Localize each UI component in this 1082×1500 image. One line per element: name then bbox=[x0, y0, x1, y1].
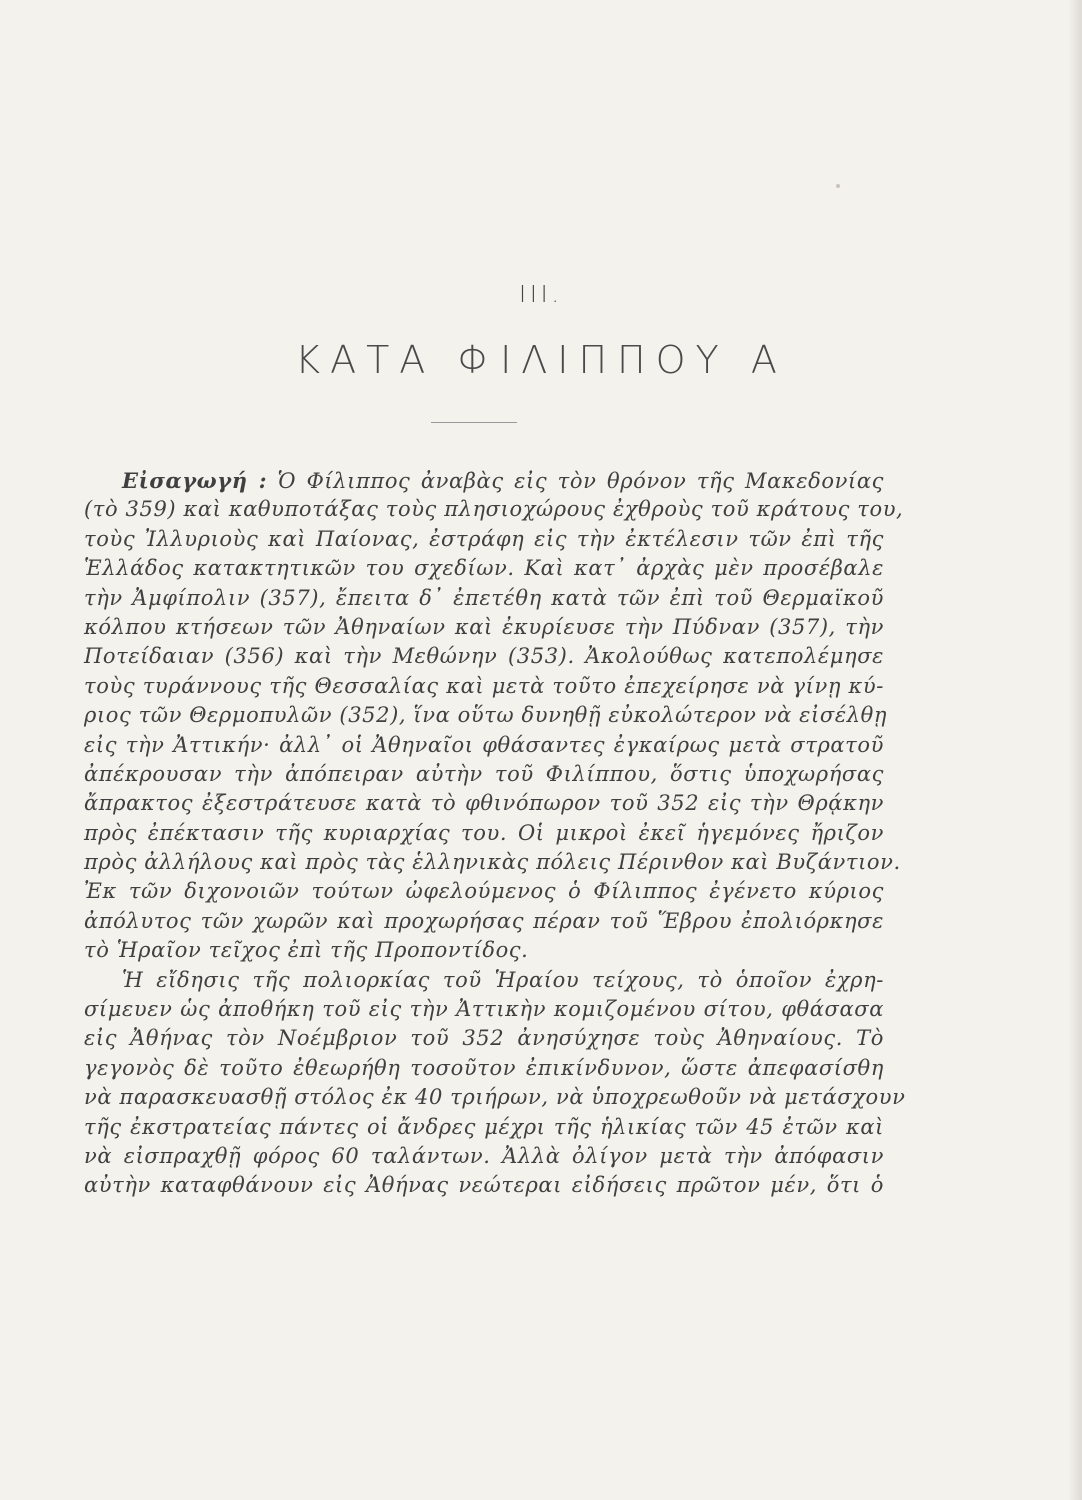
text-line: εἰς Ἀθήνας τὸν Νοέμβριον τοῦ 352 ἀνησύχησε τοὺς Ἀθηναίους. Τὸ bbox=[84, 1026, 884, 1051]
text-line: σίμευεν ὡς ἀποθήκη τοῦ εἰς τὴν Ἀττικὴν κομιζομένου σίτου, φθάσασα bbox=[84, 997, 884, 1022]
text-line: ἀπόλυτος τῶν χωρῶν καὶ προχωρήσας πέραν τοῦ Ἕβρου ἐπολιόρκησε bbox=[84, 908, 884, 933]
text-line: ἄπρακτος ἐξεστράτευσε κατὰ τὸ φθινόπωρον τοῦ 352 εἰς τὴν Θρᾴκην bbox=[84, 791, 884, 816]
text-line: τὴν Ἀμφίπολιν (357), ἔπειτα δ᾿ ἐπετέθη κατὰ τῶν ἐπὶ τοῦ Θερμαϊκοῦ bbox=[84, 585, 884, 610]
page-edge-shadow bbox=[1068, 0, 1082, 1500]
text-line: τῆς ἐκστρατείας πάντες οἱ ἄνδρες μέχρι τῆς ἡλικίας τῶν 45 ἐτῶν καὶ bbox=[84, 1114, 884, 1139]
text-line: Ἐκ τῶν διχονοιῶν τούτων ὠφελούμενος ὁ Φίλιππος ἐγένετο κύριος bbox=[84, 879, 884, 904]
text-line: ριος τῶν Θερμοπυλῶν (352), ἵνα οὕτω δυνηθῇ εὐκολώτερον νὰ εἰσέλθῃ bbox=[84, 703, 888, 728]
text-line: Ἑλλάδος κατακτητικῶν του σχεδίων. Καὶ κατ᾿ ἀρχὰς μὲν προσέβαλε bbox=[84, 556, 884, 581]
text-line: τοὺς Ἰλλυριοὺς καὶ Παίονας, ἐστράφη εἰς τὴν ἐκτέλεσιν τῶν ἐπὶ τῆς bbox=[84, 526, 884, 551]
text-line: νὰ παρασκευασθῇ στόλος ἐκ 40 τριήρων, νὰ ὑποχρεωθοῦν νὰ μετάσχουν bbox=[84, 1085, 906, 1110]
text-line: τοὺς τυράννους τῆς Θεσσαλίας καὶ μετὰ τοῦτο ἐπεχείρησε νὰ γίνῃ κύ- bbox=[84, 673, 884, 698]
text-line: γεγονὸς δὲ τοῦτο ἐθεωρήθη τοσοῦτον ἐπικίνδυνον, ὥστε ἀπεφασίσθη bbox=[84, 1055, 884, 1080]
text-line: πρὸς ἀλλήλους καὶ πρὸς τὰς ἑλληνικὰς πόλεις Πέρινθον καὶ Βυζάντιον. bbox=[84, 850, 901, 875]
introduction-label: Εἰσαγωγή : bbox=[122, 468, 268, 493]
chapter-number: III. bbox=[519, 282, 563, 308]
text-line: Ἡ εἴδησις τῆς πολιορκίας τοῦ Ἡραίου τείχους, τὸ ὁποῖον ἐχρη- bbox=[122, 967, 884, 992]
text-line: εἰς τὴν Ἀττικήν· ἀλλ᾿ οἱ Ἀθηναῖοι φθάσαντες ἐγκαίρως μετὰ στρατοῦ bbox=[84, 732, 884, 757]
text-line: τὸ Ἡραῖον τεῖχος ἐπὶ τῆς Προποντίδος. bbox=[84, 938, 529, 963]
text-line: αὐτὴν καταφθάνουν εἰς Ἀθήνας νεώτεραι εἰδήσεις πρῶτον μέν, ὅτι ὁ bbox=[84, 1173, 884, 1198]
text-line: (τὸ 359) καὶ καθυποτάξας τοὺς πλησιοχώρους ἐχθροὺς τοῦ κράτους του, bbox=[84, 497, 904, 522]
text-line: Εἰσαγωγή : Ὁ Φίλιππος ἀναβὰς εἰς τὸν θρόνον τῆς Μακεδονίας bbox=[122, 468, 884, 493]
text-line: ἀπέκρουσαν τὴν ἀπόπειραν αὐτὴν τοῦ Φιλίππου, ὅστις ὑποχωρήσας bbox=[84, 761, 884, 786]
text-line: πρὸς ἐπέκτασιν τῆς κυριαρχίας του. Οἱ μικροὶ ἐκεῖ ἡγεμόνες ἤριζον bbox=[84, 820, 884, 845]
text-line: Ποτείδαιαν (356) καὶ τὴν Μεθώνην (353). Ἀκολούθως κατεπολέμησε bbox=[84, 644, 884, 669]
text-line: νὰ εἰσπραχθῇ φόρος 60 ταλάντων. Ἀλλὰ ὀλίγον μετὰ τὴν ἀπόφασιν bbox=[84, 1143, 884, 1168]
paper-speck bbox=[836, 184, 840, 188]
chapter-title: ΚΑΤΑ ΦΙΛΙΠΠΟΥ Α bbox=[295, 338, 787, 382]
title-divider bbox=[431, 422, 517, 423]
introduction-text bbox=[84, 466, 906, 1201]
text-line: κόλπου κτήσεων τῶν Ἀθηναίων καὶ ἐκυρίευσε τὴν Πύδναν (357), τὴν bbox=[84, 614, 884, 639]
